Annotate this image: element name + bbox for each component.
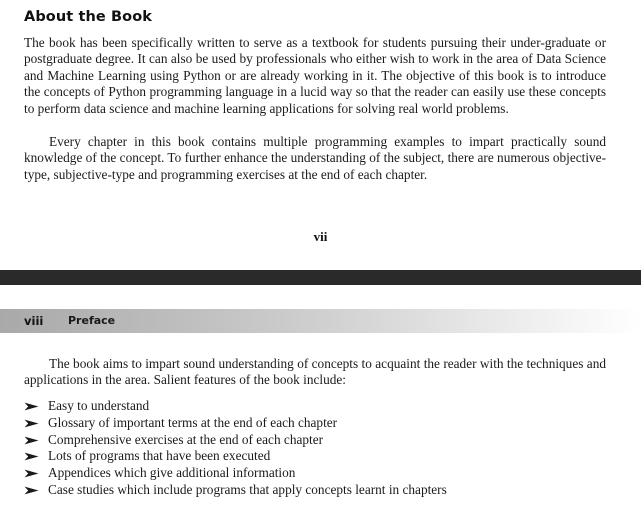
feature-list-item: [24, 415, 447, 432]
running-head-title: Preface: [68, 314, 116, 327]
about-paragraph-2: Every chapter in this book contains multiple programming examples to impart practically sound knowledge of the concept. To further enhance the understanding of the subject, there are numerous objective-type, subjective-type and programming exercises at the end of each chapter.: [24, 134, 606, 182]
feature-list-item: [24, 398, 447, 415]
arrowhead-bullet-icon: [24, 452, 39, 461]
running-head: [0, 309, 641, 333]
feature-list-item: [24, 432, 447, 449]
arrowhead-bullet-icon: [24, 436, 39, 445]
feature-list-item: [24, 482, 447, 499]
feature-list: [24, 398, 447, 499]
feature-list-item: [24, 448, 447, 465]
feature-text: Easy to understand: [48, 398, 150, 413]
running-head-page-number: viii: [24, 314, 44, 328]
arrowhead-bullet-icon: [24, 486, 39, 495]
preface-intro-paragraph: The book aims to impart sound understanding of concepts to acquaint the reader with the techniques and applications in the area. Salient features of the book include:: [24, 356, 606, 388]
feature-text: Lots of programs that have been executed: [48, 448, 271, 464]
page-number: vii: [313, 229, 328, 244]
feature-text: Glossary of important terms at the end of each chapter: [48, 414, 338, 430]
page-divider: [0, 270, 641, 285]
feature-list-item: [24, 465, 447, 482]
arrowhead-bullet-icon: [24, 419, 39, 428]
arrowhead-bullet-icon: [24, 469, 39, 478]
feature-text: Comprehensive exercises at the end of each chapter: [48, 431, 324, 447]
feature-text: Appendices which give additional information: [48, 465, 296, 481]
feature-text: Case studies which include programs that apply concepts learnt in chapters: [48, 481, 447, 497]
arrowhead-bullet-icon: [24, 402, 39, 411]
about-paragraph-1: The book has been specifically written to serve as a textbook for students pursuing their under-graduate or postgraduate degree. It can also be used by professionals who either wish to work in the area of Data Science and Machine Learning using Python or are already working in it. The objective of this book is to introduce the concepts of Python programming language in a lucid way so that the reader can easily use these concepts to perform data science and machine learning applications for solving real world problems.: [24, 35, 606, 116]
section-heading: About the Book: [24, 9, 153, 25]
